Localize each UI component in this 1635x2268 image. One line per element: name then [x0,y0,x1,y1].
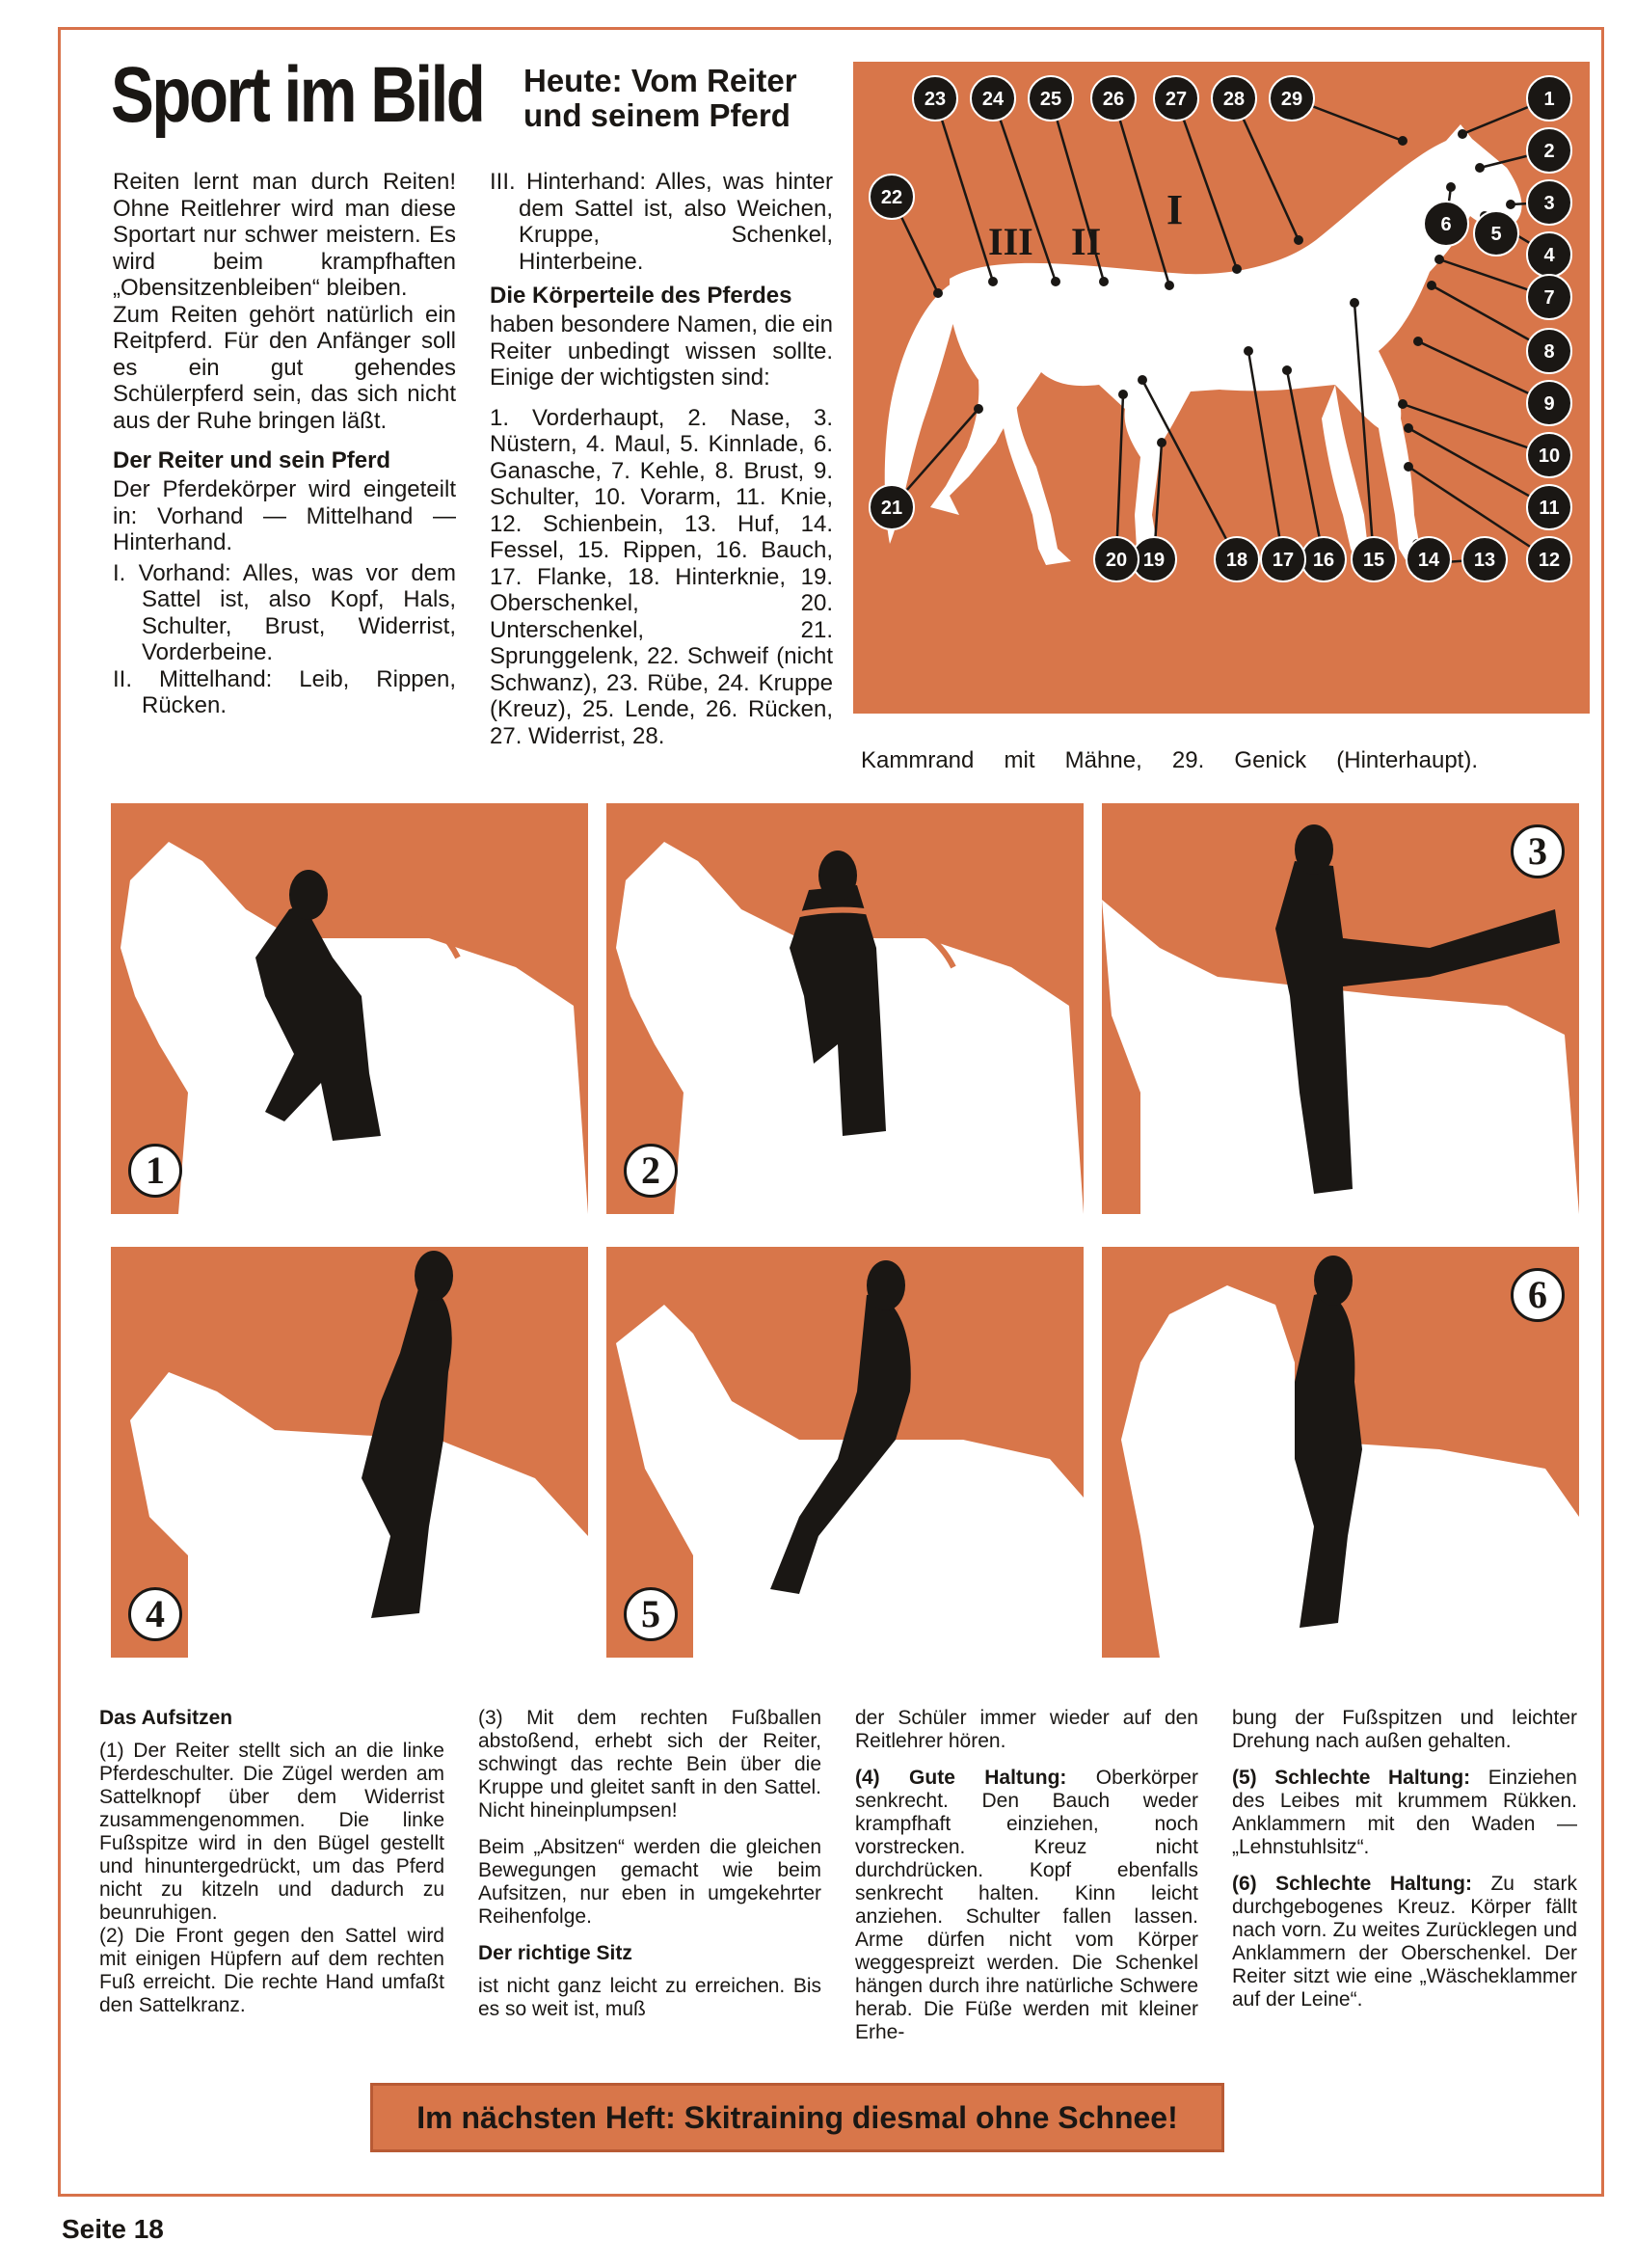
text-label: (5) Schlechte Haltung: [1232,1767,1471,1789]
text-span: Zu stark durchgebogenes Kreuz. Körper fällt nach vorn. Zu weites Zurücklegen und Anklammern der Oberschenkel. Der Reiter sitzt wie eine „Wäscheklammer auf der Leine“. [1232,1873,1577,2011]
anatomy-marker-label: 22 [880,187,903,208]
text-label: (6) Schlechte Haltung: [1232,1873,1472,1895]
zone-label-vorhand: I [1166,186,1184,233]
section-heading: Die Körperteile des Pferdes [490,283,792,309]
intro-paragraph: Reiten lernt man durch Reiten! Ohne Reitlehrer wird man diese Sportart nur schwer meistern. Es wird beim krampfhaften „Obensitzenbleiben“ bleiben. [113,169,456,301]
anatomy-marker-5 [1474,211,1518,256]
text-paragraph: (3) Mit dem rechten Fußballen abstoßend, erhebt sich der Reiter, schwingt das rechte Bein über die Kruppe und gleitet sanft in den Sattel. Nicht hineinplumpsen! [478,1707,821,1822]
panel-number-badge: 1 [128,1144,182,1198]
panel-5-illustration [606,1247,1084,1658]
text-paragraph: (1) Der Reiter stellt sich an die linke Pferdeschulter. Die Zügel werden am Sattelknopf über dem Widerrist zusammengenommen. Die linke Fußspitze wird in den Bügel gestellt und hinuntergedrückt, um das Pferd nicht zu kitzeln und dadurch zu beunruhigen. [99,1740,444,1924]
parts-intro: haben besondere Namen, die ein Reiter unbedingt wissen sollte. Einige der wichtigsten sind: [490,311,833,391]
anatomy-marker-label: 4 [1543,245,1555,266]
anatomy-marker-14 [1407,537,1451,581]
panel-number-badge: 2 [624,1144,678,1198]
anatomy-marker-label: 2 [1543,141,1555,162]
panel-3 [1102,803,1579,1214]
anatomy-marker-label: 15 [1362,550,1385,571]
panel-number-badge: 4 [128,1587,182,1641]
anatomy-marker-label: 3 [1543,193,1555,214]
anatomy-marker-label: 18 [1225,550,1248,571]
section-heading: Das Aufsitzen [99,1707,233,1729]
text-paragraph [1232,1767,1577,1859]
text-column-2 [478,1707,821,2021]
panel-4-illustration [111,1247,588,1658]
diagram-caption: Kammrand mit Mähne, 29. Genick (Hinterhaupt). [861,747,1478,773]
anatomy-marker-label: 28 [1222,89,1246,110]
panel-1-illustration [111,803,588,1214]
text-column-3 [855,1707,1198,2044]
anatomy-marker-label: 19 [1142,550,1166,571]
section-heading: Der Reiter und sein Pferd [113,447,391,473]
anatomy-marker-label: 21 [880,498,903,519]
panel-4 [111,1247,588,1658]
anatomy-marker-label: 26 [1102,89,1125,110]
panel-1 [111,803,588,1214]
anatomy-marker-2 [1475,128,1571,173]
anatomy-marker-label: 17 [1272,550,1295,571]
parts-column [490,169,833,749]
anatomy-marker-label: 9 [1543,393,1555,415]
anatomy-marker-label: 24 [981,89,1005,110]
panel-6 [1102,1247,1579,1658]
text-paragraph: der Schüler immer wieder auf den Reitlehrer hören. [855,1707,1198,1752]
parts-list: 1. Vorderhaupt, 2. Nase, 3. Nüstern, 4. Maul, 5. Kinnlade, 6. Ganasche, 7. Kehle, 8. Brust, 9. Schulter, 10. Vorarm, 11. Knie, 12. Schienbein, 13. Huf, 14. Fessel, 15. Rippen, 16. Bauch, 17. Flanke, 18. Hinterknie, 19. Oberschenkel, 20. Unterschenkel, 21. Sprunggelenk, 22. Schweif (nicht Schwanz), 23. Rübe, 24. Kruppe (Kreuz), 25. Lende, 26. Rücken, 27. Widerrist, 28. [490,404,833,749]
anatomy-marker-label: 11 [1539,498,1560,519]
text-column-1 [99,1707,444,2017]
anatomy-marker-label: 5 [1490,224,1502,245]
panel-number-badge: 6 [1511,1268,1565,1322]
anatomy-marker-label: 12 [1538,550,1561,571]
anatomy-marker-22 [870,175,943,298]
text-paragraph: Beim „Absitzen“ werden die gleichen Bewegungen gemacht wie beim Aufsitzen, nur eben in umgekehrter Reihenfolge. [478,1836,821,1928]
page-subtitle: Heute: Vom Reiter und seinem Pferd [523,63,797,133]
anatomy-marker-label: 29 [1280,89,1303,110]
anatomy-marker-label: 25 [1039,89,1062,110]
text-label: (4) Gute Haltung: [855,1767,1067,1789]
horse-anatomy-diagram [853,62,1590,714]
anatomy-marker-label: 6 [1440,214,1452,235]
anatomy-marker-label: 10 [1538,446,1561,467]
anatomy-marker-label: 27 [1165,89,1188,110]
panel-number-badge: 5 [624,1587,678,1641]
panel-3-illustration [1102,803,1579,1214]
list-item: I. Vorhand: Alles, was vor dem Sattel ist, also Kopf, Hals, Schulter, Brust, Widerrist, Vorderbeine. [113,559,456,665]
anatomy-marker-label: 16 [1312,550,1335,571]
zone-label-hinterhand: III [988,220,1033,263]
intro-paragraph: Der Pferdekörper wird eingeteilt in: Vorhand — Mittelhand — Hinterhand. [113,476,456,555]
anatomy-marker-label: 13 [1473,550,1496,571]
panel-2-illustration [606,803,1084,1214]
text-column-4 [1232,1707,1577,2012]
panel-5 [606,1247,1084,1658]
anatomy-marker-29 [1270,76,1407,146]
text-paragraph: bung der Fußspitzen und leichter Drehung nach außen gehalten. [1232,1707,1577,1752]
anatomy-marker-label: 1 [1543,89,1555,110]
list-item: II. Mittelhand: Leib, Rippen, Rücken. [113,665,456,718]
zone-label-mittelhand: II [1071,220,1102,263]
page-title: Sport im Bild [111,51,484,139]
anatomy-marker-label: 23 [924,89,947,110]
text-paragraph [855,1767,1198,2044]
list-item: III. Hinterhand: Alles, was hinter dem Sattel ist, also Weichen, Kruppe, Schenkel, Hinterbeine. [490,169,833,275]
section-heading: Der richtige Sitz [478,1942,632,1964]
anatomy-marker-label: 8 [1543,341,1555,363]
panel-2 [606,803,1084,1214]
anatomy-marker-label: 14 [1417,550,1440,571]
anatomy-marker-label: 20 [1105,550,1128,571]
text-paragraph: ist nicht ganz leicht zu erreichen. Bis es so weit ist, muß [478,1975,821,2020]
text-span: Einziehen des Leibes mit krummem Rükken. Anklammern mit den Waden — „Lehnstuhlsitz“. [1232,1767,1577,1858]
text-span: Oberkörper senkrecht. Den Bauch weder krampfhaft einziehen, noch vorstrecken. Kreuz nicht durchdrücken. Kopf ebenfalls senkrecht halten. Kinn leicht anziehen. Schulter fallen lassen. Arme dürfen nicht vom Körper weggespreizt werden. Die Schenkel hängen durch ihre natürliche Schwere herab. Die Füße werden mit kleiner Erhe- [855,1767,1198,2043]
intro-column [113,169,456,719]
text-paragraph [1232,1873,1577,2012]
panel-number-badge: 3 [1511,824,1565,878]
page-number: Seite 18 [62,2214,164,2244]
next-issue-banner: Im nächsten Heft: Skitraining diesmal ohne Schnee! [370,2083,1224,2152]
anatomy-marker-label: 7 [1543,287,1555,309]
panel-6-illustration [1102,1247,1579,1658]
text-paragraph: (2) Die Front gegen den Sattel wird mit einigen Hüpfern auf dem rechten Fuß erreicht. Die rechte Hand umfaßt den Sattelkranz. [99,1925,444,2016]
intro-paragraph: Zum Reiten gehört natürlich ein Reitpferd. Für den Anfänger soll es ein gut gehendes Schülerpferd sein, das sich nicht aus der Ruhe bringen läßt. [113,301,456,434]
horse-anatomy-figure [853,62,1590,714]
